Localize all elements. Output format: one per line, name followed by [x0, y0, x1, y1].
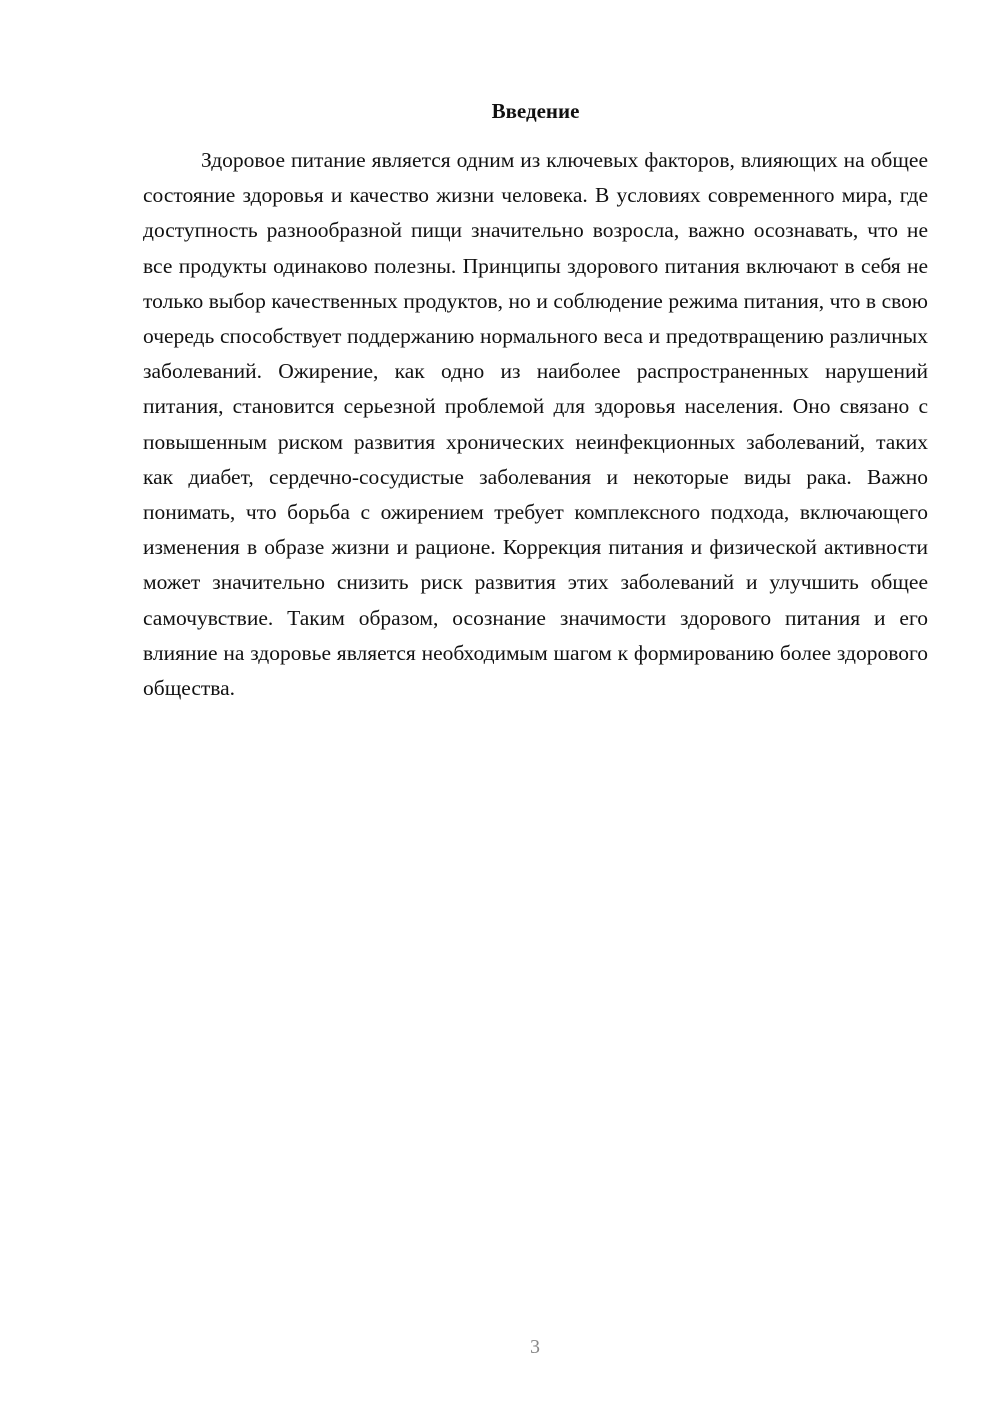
page-number: 3 — [530, 1336, 540, 1358]
body-paragraph: Здоровое питание является одним из ключевых факторов, влияющих на общее состояние здоровья и качество жизни человека. В условиях современного мира, где доступность разнообразной пищи значительно возросла, важно осознавать, что не все продукты одинаково полезны. Принципы здорового питания включают в себя не только выбор качественных продуктов, но и соблюдение режима питания, что в свою очередь способствует поддержанию нормального веса и предотвращению различных заболеваний. Ожирение, как одно из наиболее распространенных нарушений питания, становится серьезной проблемой для здоровья населения. Оно связано с повышенным риском развития хронических неинфекционных заболеваний, таких как диабет, сердечно-сосудистые заболевания и некоторые виды рака. Важно понимать, что борьба с ожирением требует комплексного подхода, включающего изменения в образе жизни и рационе. Коррекция питания и физической активности может значительно снизить риск развития этих заболеваний и улучшить общее самочувствие. Таким образом, осознание значимости здорового питания и его влияние на здоровье является необходимым шагом к формированию более здорового общества. — [143, 148, 928, 701]
section-heading: Введение — [491, 99, 580, 123]
